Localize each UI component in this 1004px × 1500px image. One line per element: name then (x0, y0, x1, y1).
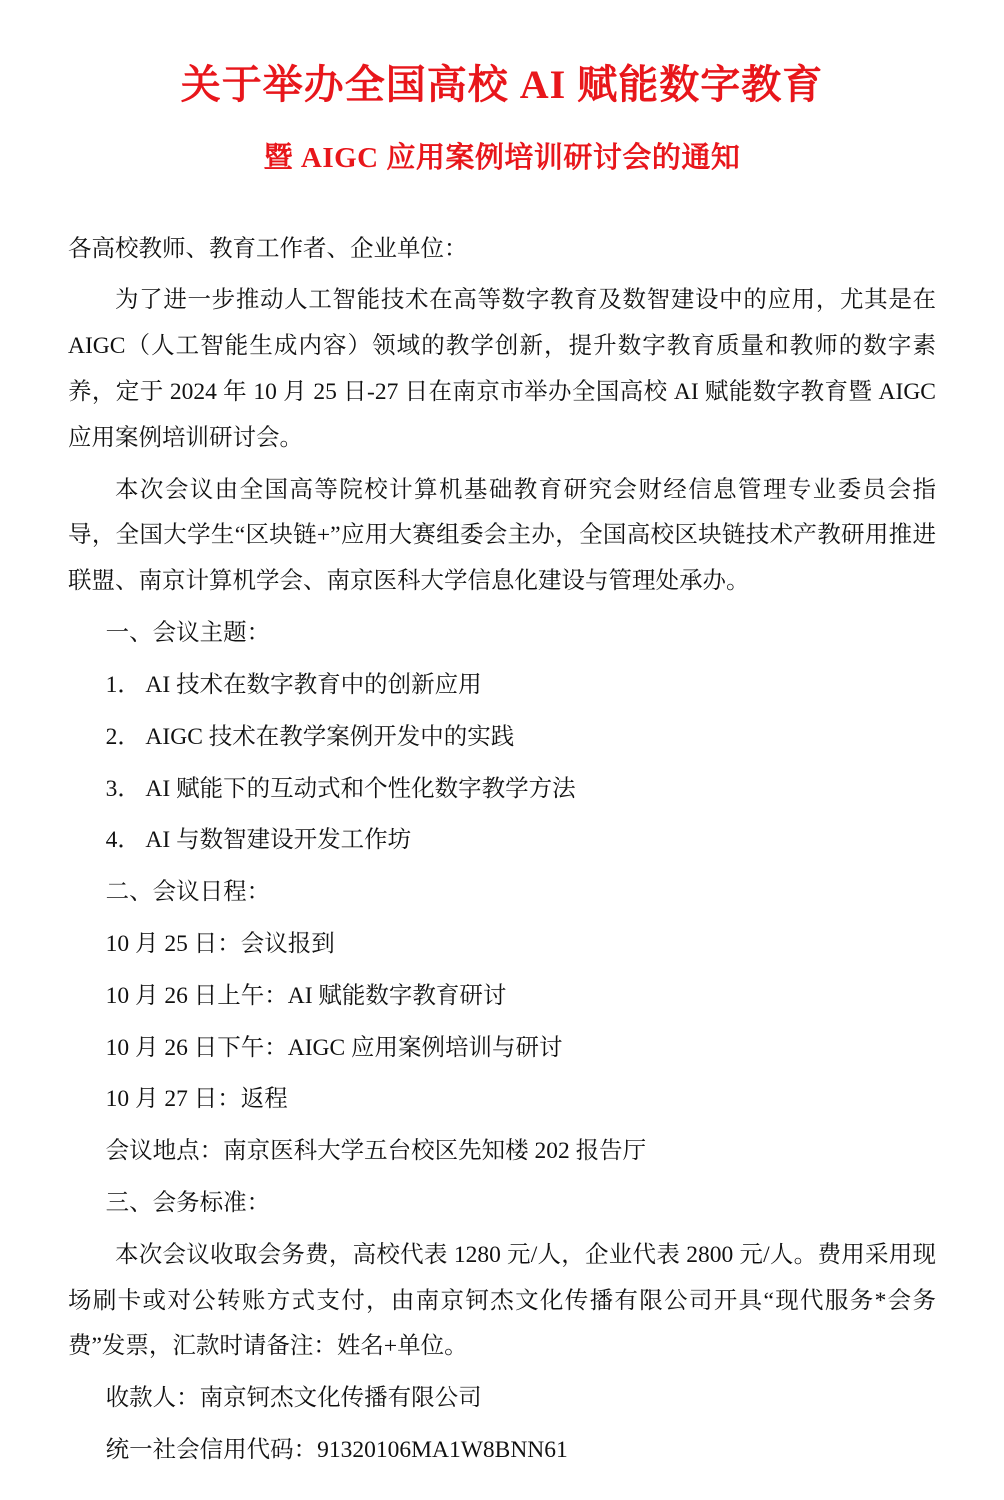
schedule-item: 10 月 26 日下午：AIGC 应用案例培训与研讨 (105, 1034, 563, 1061)
section-heading-fees: 三、会务标准： (105, 1190, 271, 1217)
section-heading-schedule: 二、会议日程： (105, 879, 271, 906)
schedule-item: 10 月 27 日：返程 (105, 1086, 288, 1113)
section-heading-topics: 一、会议主题： (105, 620, 271, 647)
page-subtitle: 暨 AIGC 应用案例培训研讨会的通知 (263, 142, 741, 174)
list-item: 4． AI 与数智建设开发工作坊 (105, 827, 412, 854)
document-body (68, 227, 936, 1474)
paragraph-2: 本次会议由全国高等院校计算机基础教育研究会财经信息管理专业委员会指导，全国大学生“区块链+”应用大赛组委会主办，全国高校区块链技术产教研用推进联盟、南京计算机学会、南京医科大学信息化建设与管理处承办。 (68, 476, 936, 595)
credit-code-line: 统一社会信用代码：91320106MA1W8BNN61 (105, 1437, 568, 1464)
list-item: 3． AI 赋能下的互动式和个性化数字教学方法 (105, 775, 576, 802)
list-item: 1． AI 技术在数字教育中的创新应用 (105, 671, 482, 698)
payee-line: 收款人：南京钶杰文化传播有限公司 (105, 1385, 482, 1412)
schedule-item: 10 月 26 日上午：AI 赋能数字教育研讨 (105, 982, 507, 1009)
schedule-item: 10 月 25 日：会议报到 (105, 930, 335, 957)
fee-paragraph: 本次会议收取会务费，高校代表 1280 元/人，企业代表 2800 元/人。费用采用现场刷卡或对公转账方式支付，由南京钶杰文化传播有限公司开具“现代服务*会务费”发票，汇款时请备注：姓名+单位。 (68, 1241, 936, 1360)
salutation: 各高校教师、教育工作者、企业单位： (68, 235, 468, 262)
paragraph-1: 为了进一步推动人工智能技术在高等数字教育及数智建设中的应用，尤其是在 AIGC（人工智能生成内容）领域的教学创新，提升数字教育质量和教师的数字素养，定于 2024 年 10 月 25 日-27 日在南京市举办全国高校 AI 赋能数字教育暨 AIGC 应用案例培训研讨会。 (68, 287, 936, 451)
list-item: 2． AIGC 技术在教学案例开发中的实践 (105, 723, 515, 750)
page-title: 关于举办全国高校 AI 赋能数字教育 (180, 62, 824, 107)
venue-line: 会议地点：南京医科大学五台校区先知楼 202 报告厅 (105, 1138, 647, 1165)
